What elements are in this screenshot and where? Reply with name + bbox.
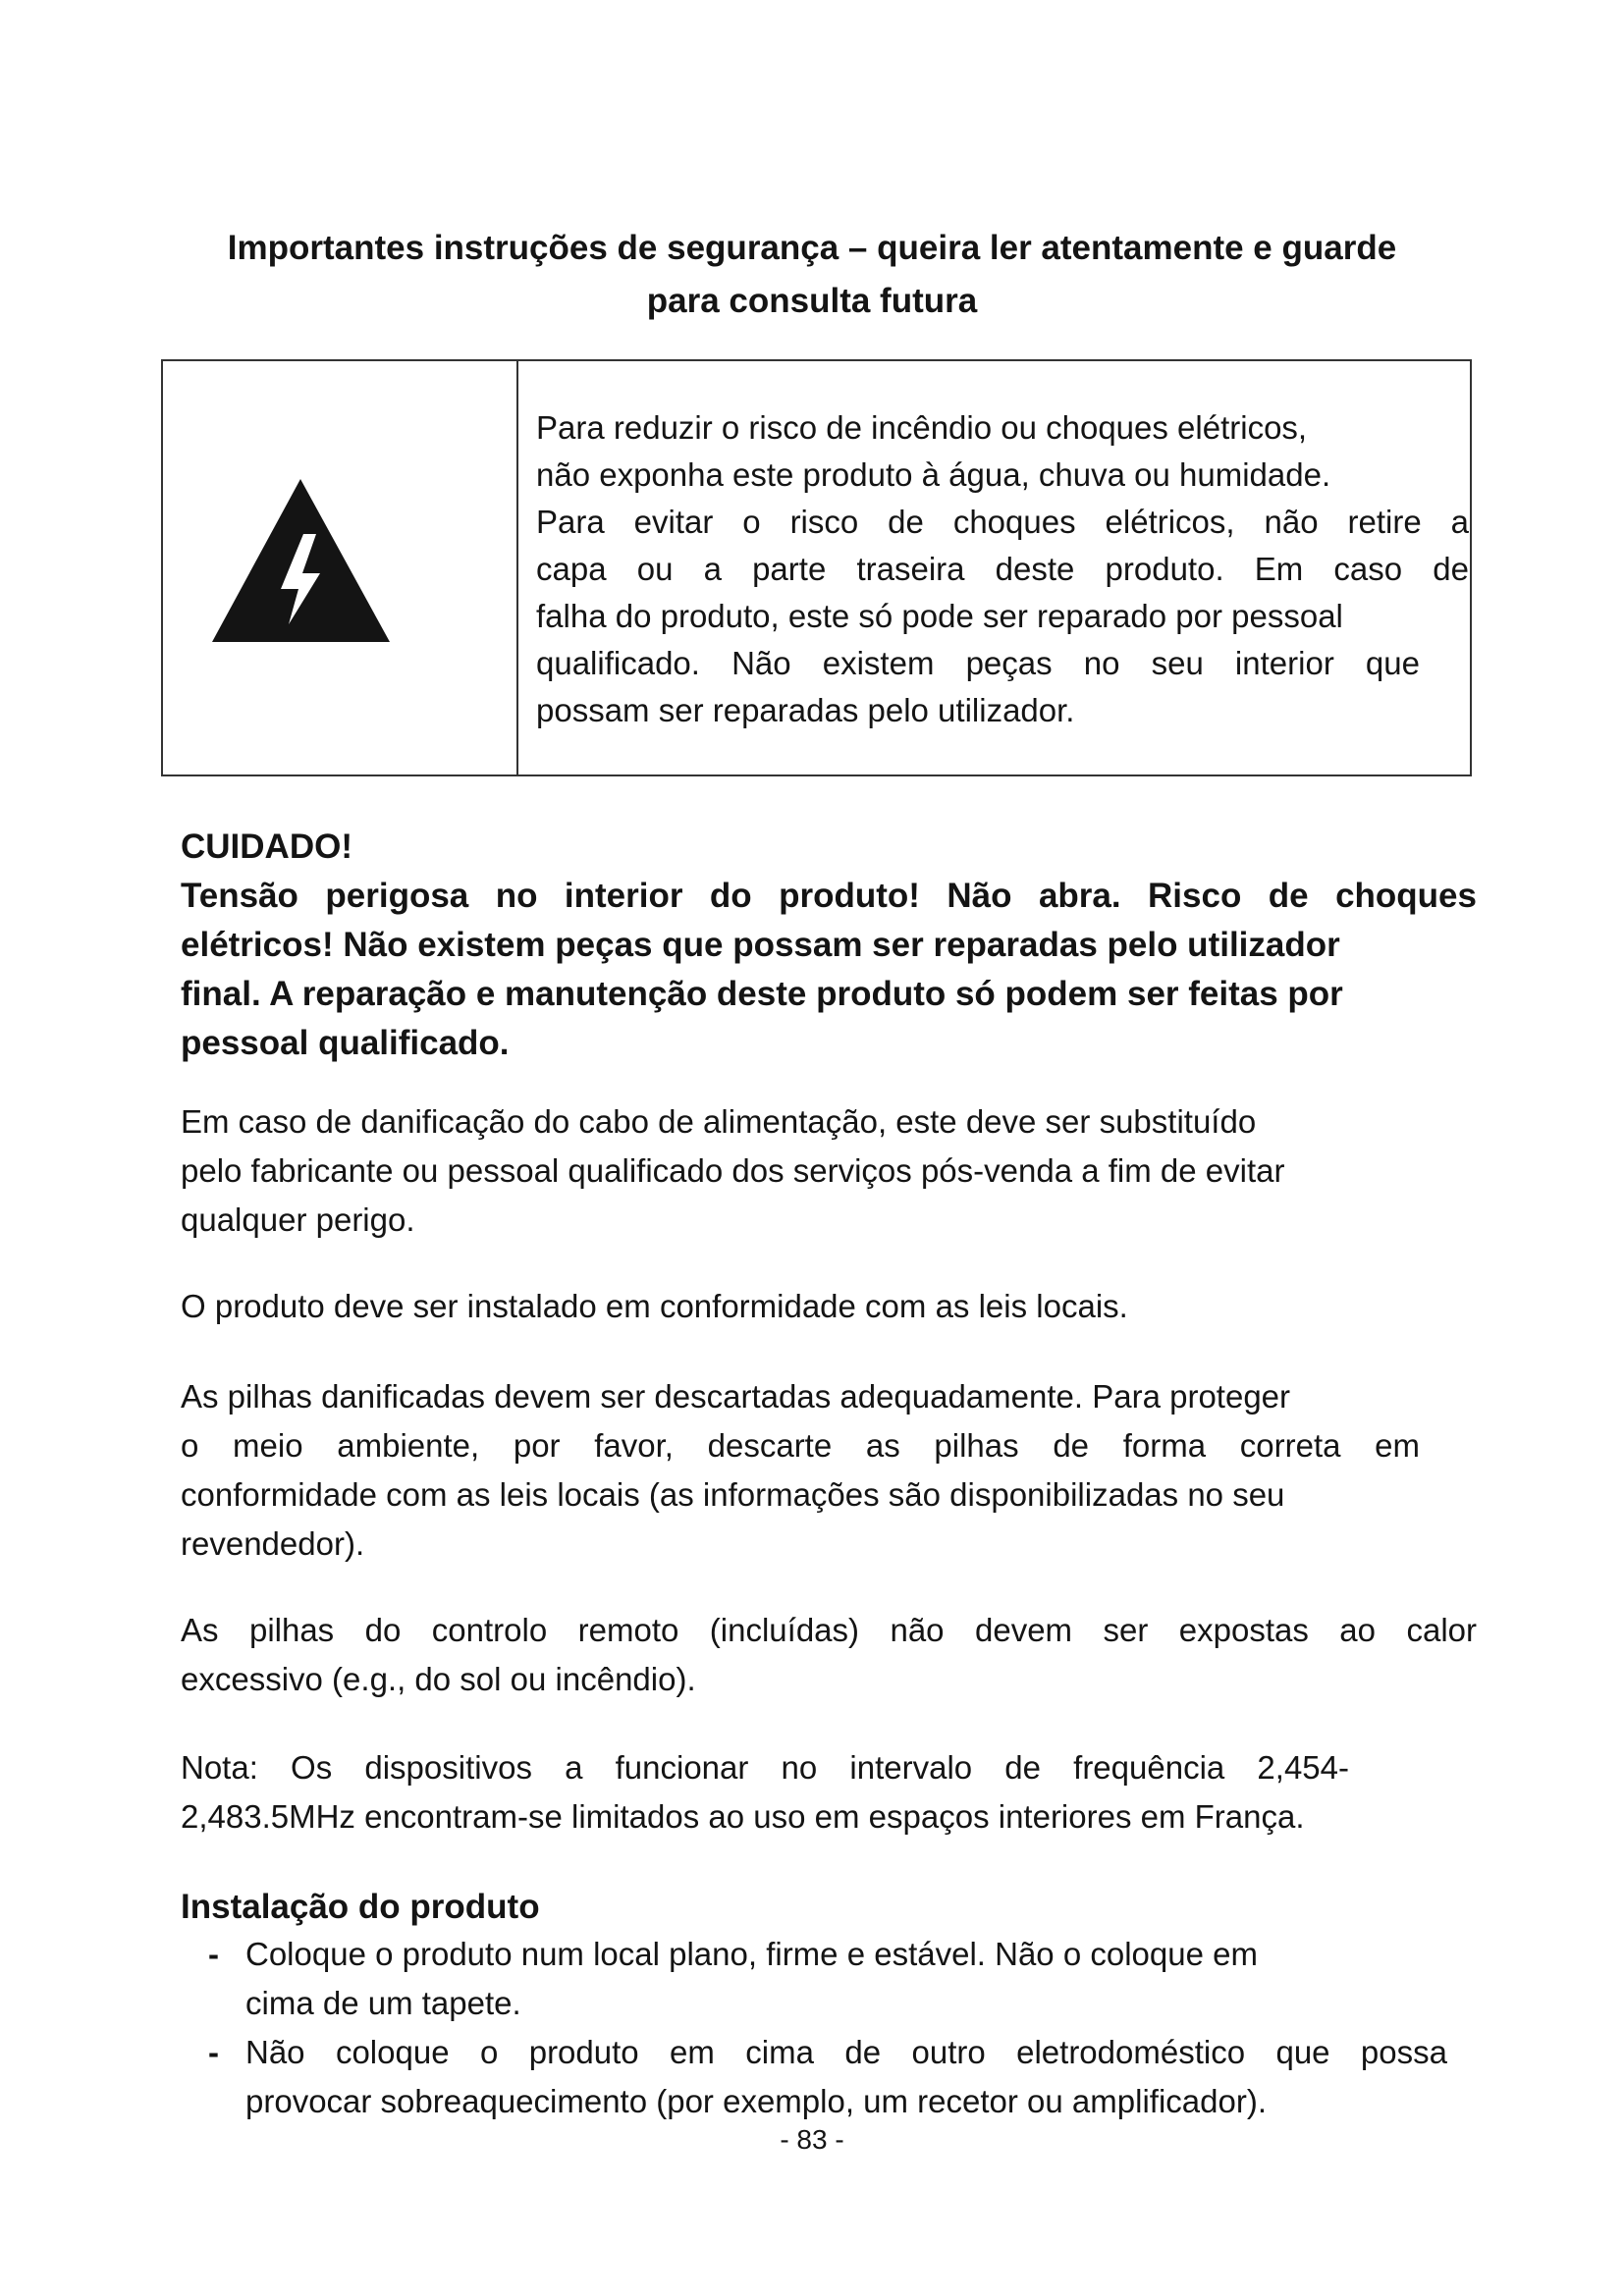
title-line-1: Importantes instruções de segurança – queira ler atentamente e guarde [227, 229, 1397, 267]
cable-paragraph [181, 1097, 1477, 1245]
text-line: revendedor). [181, 1525, 365, 1562]
text-line: conformidade com as leis locais (as informações são disponibilizadas no seu [181, 1476, 1285, 1513]
text-line: pelo fabricante ou pessoal qualificado dos serviços pós-venda a fim de evitar [181, 1152, 1285, 1189]
list-bullet: - [208, 2034, 219, 2070]
caution-line: elétricos! Não existem peças que possam ser reparadas pelo utilizador [181, 926, 1340, 964]
safety-warning-box [161, 359, 1472, 776]
warning-line: qualificado. Não existem peças no seu interior que [536, 645, 1420, 681]
text-line: 2,483.5MHz encontram-se limitados ao uso em espaços interiores em França. [181, 1798, 1305, 1835]
warning-line: falha do produto, este só pode ser reparado por pessoal [536, 598, 1343, 634]
list-item-line: Não coloque o produto em cima de outro eletrodoméstico que possa [245, 2034, 1447, 2070]
list-item-line: provocar sobreaquecimento (por exemplo, um recetor ou amplificador). [245, 2083, 1267, 2119]
installation-heading [181, 1883, 1477, 1932]
text-line: As pilhas danificadas devem ser descartadas adequadamente. Para proteger [181, 1378, 1291, 1415]
page-title [0, 222, 1624, 328]
text-line: o meio ambiente, por favor, descarte as pilhas de forma correta em [181, 1427, 1420, 1464]
text-line: qualquer perigo. [181, 1201, 415, 1238]
list-item-line: cima de um tapete. [245, 1985, 521, 2021]
caution-section [181, 823, 1477, 1068]
warning-line: capa ou a parte traseira deste produto. Em caso de [536, 551, 1469, 587]
caution-heading: CUIDADO! [181, 828, 352, 866]
caution-line: pessoal qualificado. [181, 1024, 510, 1062]
text-line: excessivo (e.g., do sol ou incêndio). [181, 1661, 696, 1697]
text-line: Em caso de danificação do cabo de alimentação, este deve ser substituído [181, 1103, 1257, 1140]
warning-text [536, 404, 1469, 734]
warning-line: Para evitar o risco de choques elétricos, não retire a [536, 504, 1469, 540]
title-line-2: para consulta futura [646, 282, 978, 320]
high-voltage-triangle-icon [210, 477, 392, 644]
install-law-paragraph [181, 1282, 1477, 1331]
warning-line: não exponha este produto à água, chuva ou humidade. [536, 456, 1331, 493]
remote-batteries-paragraph [181, 1606, 1477, 1704]
text-line: Nota: Os dispositivos a funcionar no intervalo de frequência 2,454- [181, 1749, 1349, 1786]
installation-heading-text: Instalação do produto [181, 1888, 540, 1926]
page-number: - 83 - [780, 2124, 844, 2155]
text-line: As pilhas do controlo remoto (incluídas) não devem ser expostas ao calor [181, 1612, 1477, 1648]
caution-line: Tensão perigosa no interior do produto! Não abra. Risco de choques [181, 877, 1477, 915]
batteries-paragraph [181, 1372, 1477, 1569]
warning-box-divider [516, 361, 518, 774]
list-item-line: Coloque o produto num local plano, firme e estável. Não o coloque em [245, 1936, 1258, 1972]
list-bullet: - [208, 1936, 219, 1972]
warning-line: possam ser reparadas pelo utilizador. [536, 692, 1075, 728]
text-line: O produto deve ser instalado em conformidade com as leis locais. [181, 1288, 1128, 1324]
caution-line: final. A reparação e manutenção deste produto só podem ser feitas por [181, 975, 1343, 1013]
frequency-note-paragraph [181, 1743, 1477, 1842]
warning-line: Para reduzir o risco de incêndio ou choques elétricos, [536, 409, 1308, 446]
